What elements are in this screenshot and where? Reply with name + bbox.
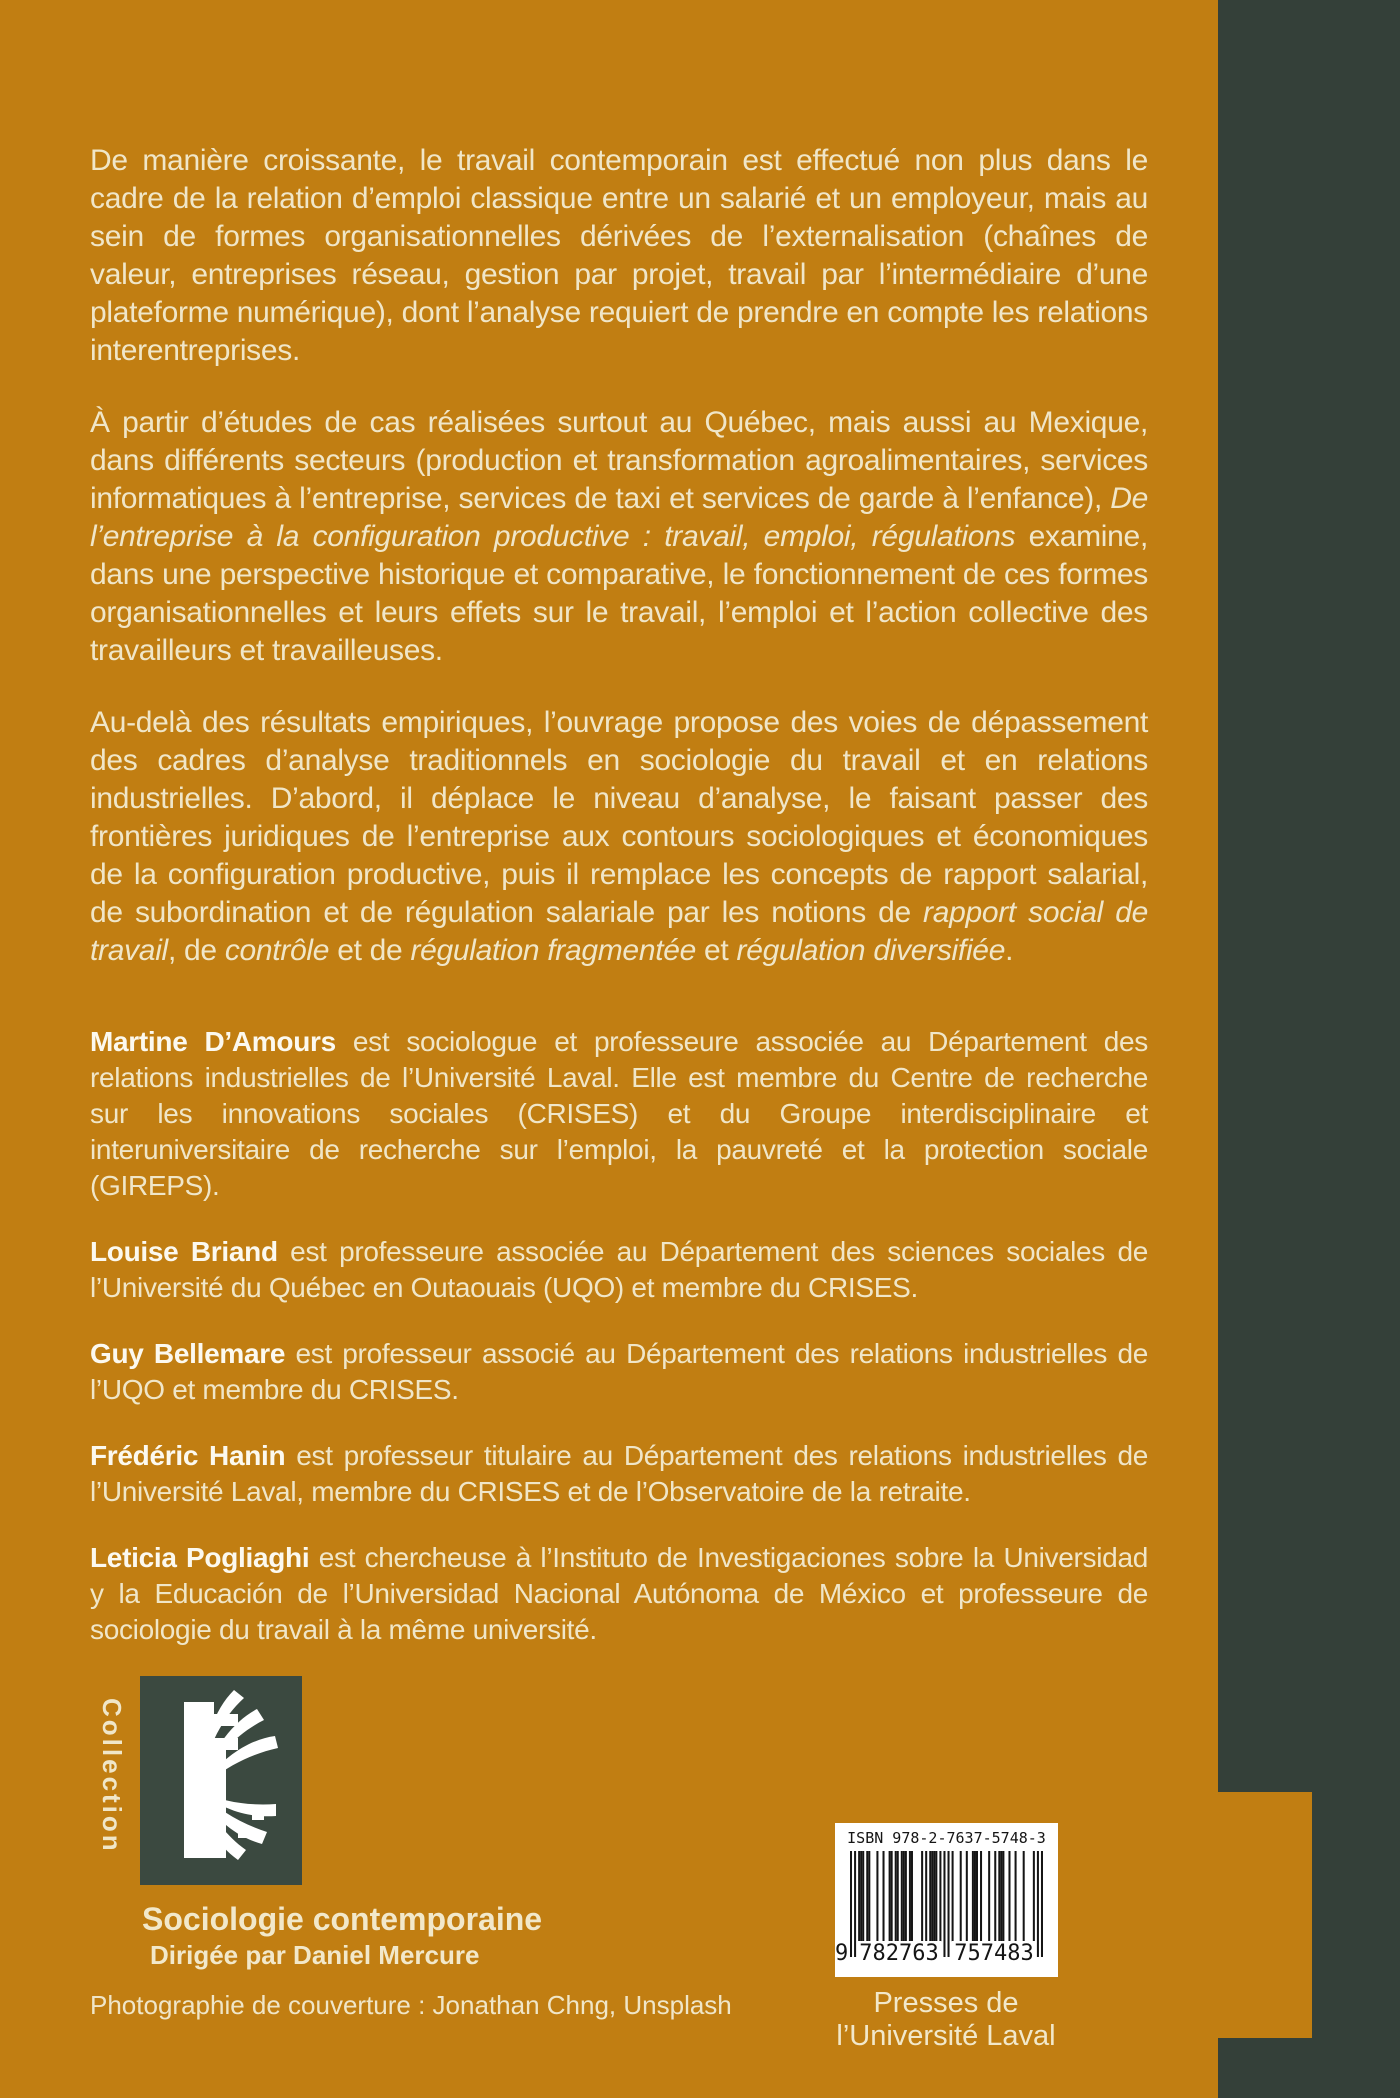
author-bio-text: est professeur associé au Département des relations industrielles de l’UQO et membre du CRISES.	[90, 1338, 1148, 1405]
concept-italic: rapport social de travail	[90, 896, 1148, 967]
collection-director: Dirigée par Daniel Mercure	[150, 1940, 480, 1970]
back-cover-text	[90, 142, 1148, 1678]
author-bio	[90, 1336, 1148, 1408]
concept-italic: contrôle	[224, 934, 330, 967]
isbn-barcode-box	[835, 1823, 1058, 1977]
ean-digits	[835, 1941, 1058, 1973]
author-name: Martine D’Amours	[90, 1026, 336, 1057]
ean-digit-group1: 782763	[857, 1941, 941, 1966]
concept-italic: régulation fragmentée	[410, 934, 697, 967]
paragraph-text: Au-delà des résultats empiriques, l’ouvrage propose des voies de dépassement des cadres d’analyse traditionnels en sociologie du travail et en relations industrielles. D’abord, il déplace le niveau d’analyse, le faisant passer des frontières juridiques de l’entreprise aux contours sociologiques et économiques de la configuration productive, puis il remplace les concepts de rapport salarial, de subordination et de régulation salariale par les notions de	[90, 706, 1148, 929]
open-book-logo-icon	[140, 1676, 302, 1885]
synopsis-paragraph-2	[90, 404, 1148, 670]
collection-vertical-label: Collection	[97, 1698, 127, 1854]
ean-digit-group2: 757483	[952, 1941, 1036, 1966]
author-name: Leticia Pogliaghi	[90, 1542, 310, 1573]
author-bio	[90, 1438, 1148, 1510]
collection-series-name: Sociologie contemporaine	[142, 1901, 543, 1937]
cover-photo-credit: Photographie de couverture : Jonathan Chng, Unsplash	[90, 1990, 732, 2020]
paragraph-text: examine, dans une perspective historique et comparative, le fonctionnement de ces formes organisationnelles et leurs effets sur le travail, l’emploi et l’action collective des travailleurs et travailleuses.	[90, 520, 1148, 667]
publisher-name: Presses de l’Université Laval	[836, 1987, 1056, 2052]
author-bio	[90, 1234, 1148, 1306]
book-title-italic: De l’entreprise à la configuration productive : travail, emploi, régulations	[90, 482, 1148, 553]
right-green-band	[1218, 0, 1400, 2098]
author-name: Guy Bellemare	[90, 1338, 286, 1369]
author-bio	[90, 1024, 1148, 1204]
author-bio-text: est sociologue et professeure associée au Département des relations industrielles de l’Université Laval. Elle est membre du Centre de recherche sur les innovations sociales (CRISES) et du Groupe interdisciplinaire et interuniversitaire de recherche sur l’emploi, la pauvreté et la protection sociale (GIREPS).	[90, 1026, 1148, 1201]
author-name: Frédéric Hanin	[90, 1440, 286, 1471]
author-bios	[90, 1024, 1148, 1648]
synopsis-paragraph-1	[90, 142, 1148, 370]
paragraph-text: De manière croissante, le travail contemporain est effectué non plus dans le cadre de la relation d’emploi classique entre un salarié et un employeur, mais au sein de formes organisationnelles dérivées de l’externalisation (chaînes de valeur, entreprises réseau, gestion par projet, travail par l’intermédiaire d’une plateforme numérique), dont l’analyse requiert de prendre en compte les relations interentreprises.	[90, 144, 1148, 367]
author-bio-text: est professeur titulaire au Département des relations industrielles de l’Université Laval, membre du CRISES et de l’Observatoire de la retraite.	[90, 1440, 1148, 1507]
author-bio-text: est professeure associée au Département des sciences sociales de l’Université du Québec en Outaouais (UQO) et membre du CRISES.	[90, 1236, 1148, 1303]
publisher-logo	[140, 1676, 302, 1885]
author-bio-text: est chercheuse à l’Instituto de Investigaciones sobre la Universidad y la Educación de l’Universidad Nacional Autónoma de México et professeure de sociologie du travail à la même université.	[90, 1542, 1148, 1645]
isbn-label: ISBN 978-2-7637-5748-3	[847, 1829, 1046, 1847]
paragraph-text: À partir d’études de cas réalisées surtout au Québec, mais aussi au Mexique, dans différents secteurs (production et transformation agroalimentaires, services informatiques à l’entreprise, services de taxi et services de garde à l’enfance),	[90, 406, 1148, 515]
author-bio	[90, 1540, 1148, 1648]
ean-digit-left: 9	[835, 1941, 849, 1966]
orange-step-tab	[1218, 1792, 1312, 2038]
synopsis-paragraph-3: Au-delà des résultats empiriques, l’ouvrage propose des voies de dépassement des cadres d’analyse traditionnels en sociologie du travail et en relations industrielles. D’abord, il déplace le niveau d’analyse, le faisant passer des frontières juridiques de l’entreprise aux contours sociologiques et économiques de la configuration productive, puis il remplace les concepts de rapport salarial, de subordination et de régulation salariale par les notions de rapport social de travail, de contrôle et de régulation fragmentée et régulation diversifiée.	[90, 706, 1148, 967]
author-name: Louise Briand	[90, 1236, 278, 1267]
concept-italic: régulation diversifiée	[736, 934, 1006, 967]
